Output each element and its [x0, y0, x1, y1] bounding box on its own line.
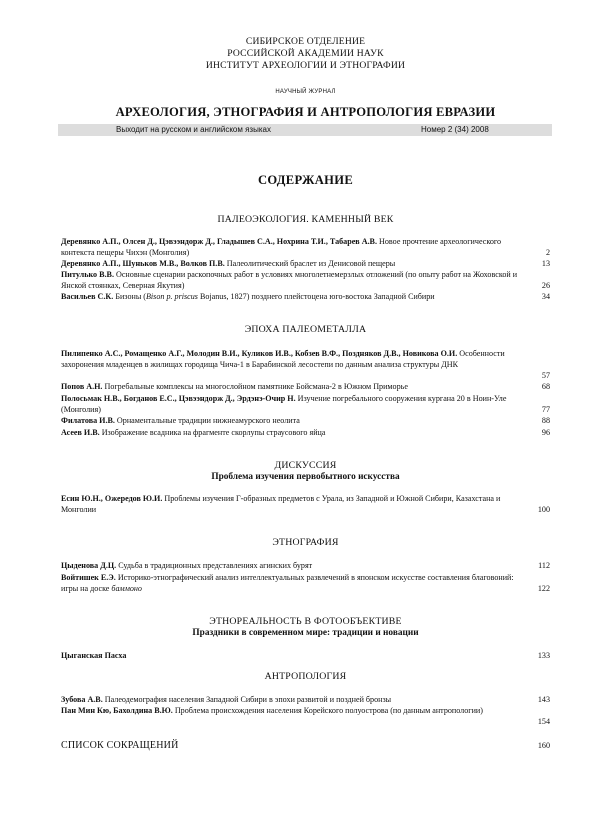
entry-page: 100 [537, 505, 550, 514]
toc-entry[interactable] [61, 270, 525, 292]
entry-page: 112 [538, 561, 550, 570]
section-title: ЭТНОГРАФИЯ [272, 537, 339, 548]
entry-page: 154 [537, 717, 550, 726]
toc-entry[interactable] [61, 428, 525, 439]
entry-authors: Войтишек Е.Э. [61, 573, 116, 582]
entry-title: Проблема происхождения населения Корейского полуострова (по данным антропологии) [174, 706, 483, 715]
entry-page: 13 [541, 259, 550, 268]
entry-authors: Пилипенко А.С., Ромащенко А.Г., Молодин В.И., Куликов И.В., Кобзев В.Ф., Поздняков Д.В., Новикова О.И. [61, 349, 458, 358]
abbreviations-link[interactable]: СПИСОК СОКРАЩЕНИЙ [61, 740, 179, 751]
entry-title: Орнаментальные традиции нижнеамурского неолита [116, 416, 300, 425]
entry-title-post: Bojanus, 1827) позднего плейстоцена юго-востока Западной Сибири [197, 292, 435, 301]
entry-authors: Цыганская Пасха [61, 651, 127, 660]
toc-entry[interactable] [61, 706, 525, 717]
toc-entry[interactable] [61, 695, 525, 706]
entry-title: Изображение всадника на фрагменте скорлупы страусового яйца [101, 428, 326, 437]
entry-authors: Деревянко А.П., Олсен Д., Цэвээндорж Д., Гладышев С.А., Нохрина Т.И., Табарев А.В. [61, 237, 377, 246]
institution-line-2: РОССИЙСКОЙ АКАДЕМИИ НАУК [227, 48, 384, 59]
entry-page: 122 [537, 584, 550, 593]
section-title: ЭТНОРЕАЛЬНОСТЬ В ФОТООБЪЕКТИВЕ [209, 616, 402, 627]
toc-entry[interactable] [61, 237, 525, 259]
toc-entry[interactable] [61, 416, 525, 427]
entry-title: Палеолитический браслет из Денисовой пещеры [226, 259, 396, 268]
section-subtitle: Проблема изучения первобытного искусства [211, 472, 400, 482]
entry-page: 143 [537, 695, 550, 704]
entry-title: Особенности захоронения младенцев в жилищах городища Чича-1 в Барабинской лесостепи по данным анализа структуры ДНК [61, 349, 505, 369]
entry-title: Новое прочтение археологического контекста пещеры Чихэн (Монголия) [61, 237, 502, 257]
toc-entry[interactable] [61, 292, 525, 303]
toc-entry[interactable] [61, 561, 525, 572]
toc-entry[interactable] [61, 259, 525, 270]
toc-entry[interactable] [61, 394, 525, 416]
entry-authors: Зубова А.В. [61, 695, 103, 704]
entry-authors: Деревянко А.П., Шуньков М.В., Волков П.В. [61, 259, 225, 268]
toc-entry[interactable] [61, 494, 525, 516]
entry-page: 57 [541, 371, 550, 380]
entry-page: 2 [545, 248, 550, 257]
entry-authors: Пан Мин Кю, Бахолдина В.Ю. [61, 706, 173, 715]
section-title: ЭПОХА ПАЛЕОМЕТАЛЛА [244, 324, 367, 335]
toc-title: СОДЕРЖАНИЕ [257, 173, 354, 187]
institution-line-3: ИНСТИТУТ АРХЕОЛОГИИ И ЭТНОГРАФИИ [205, 60, 406, 71]
entry-authors: Филатова И.В. [61, 416, 115, 425]
abbreviations-page: 160 [537, 741, 550, 750]
entry-title: Проблемы изучения Г-образных предметов с Урала, из Западной и Южной Сибири, Казахстана и Монголии [61, 494, 501, 514]
entry-authors: Цыденова Д.Ц. [61, 561, 117, 570]
entry-authors: Питулько В.В. [61, 270, 114, 279]
languages-note: Выходит на русском и английском языках [116, 125, 271, 134]
journal-label: НАУЧНЫЙ ЖУРНАЛ [275, 89, 336, 95]
issue-number: Номер 2 (34) 2008 [421, 125, 489, 134]
entry-page: 77 [541, 405, 550, 414]
entry-page: 96 [541, 428, 550, 437]
entry-title-pre: Историко-этнографический анализ интеллектуальных развлечений в японском искусстве составления благовоний: игры на доске [61, 573, 514, 593]
entry-title: Палеодемография населения Западной Сибири в эпохи развитой и поздней бронзы [104, 695, 392, 704]
entry-page: 88 [541, 416, 550, 425]
entry-title-italic: баммоно [111, 583, 142, 593]
entry-title-italic: Bison p. priscus [145, 292, 198, 301]
toc-entry[interactable] [61, 651, 525, 662]
entry-title: Погребальные комплексы на многослойном памятнике Бойсмана-2 в Южном Приморье [104, 382, 408, 391]
entry-page: 34 [541, 292, 550, 301]
entry-authors: Полосьмак Н.В., Богданов Е.С., Цэвээндорж Д., Эрдэнэ-Очир Н. [61, 394, 296, 403]
entry-authors: Васильев С.К. [61, 292, 114, 301]
entry-page: 133 [537, 651, 550, 660]
institution-line-1: СИБИРСКОЕ ОТДЕЛЕНИЕ [245, 36, 366, 47]
entry-title-pre: Бизоны ( [115, 292, 146, 301]
entry-title: Судьба в традиционных представлениях агинских бурят [118, 561, 313, 570]
toc-entry[interactable] [61, 382, 525, 393]
issue-bar [58, 124, 552, 136]
entry-title: Основные сценарии раскопочных работ в условиях многолетнемерзлых отложений (по опыту работ на Жоховской и Янской стоянках, Северная Якутия) [61, 270, 518, 290]
entry-authors: Асеев И.В. [61, 428, 100, 437]
section-title: АНТРОПОЛОГИЯ [264, 671, 347, 682]
toc-entry[interactable] [61, 349, 525, 371]
entry-authors: Попов А.Н. [61, 382, 103, 391]
section-title: ПАЛЕОЭКОЛОГИЯ. КАМЕННЫЙ ВЕК [217, 214, 394, 225]
toc-entry[interactable] [61, 573, 525, 595]
section-subtitle: Праздники в современном мире: традиции и новации [192, 628, 419, 638]
entry-page: 26 [541, 281, 550, 290]
section-title: ДИСКУССИЯ [274, 460, 337, 471]
entry-title: Изучение погребального сооружения кургана 20 в Ноин-Уле (Монголия) [61, 394, 507, 414]
entry-authors: Есин Ю.Н., Ожередов Ю.И. [61, 494, 163, 503]
entry-page: 68 [541, 382, 550, 391]
journal-title: АРХЕОЛОГИЯ, ЭТНОГРАФИЯ И АНТРОПОЛОГИЯ ЕВРАЗИИ [115, 105, 496, 119]
